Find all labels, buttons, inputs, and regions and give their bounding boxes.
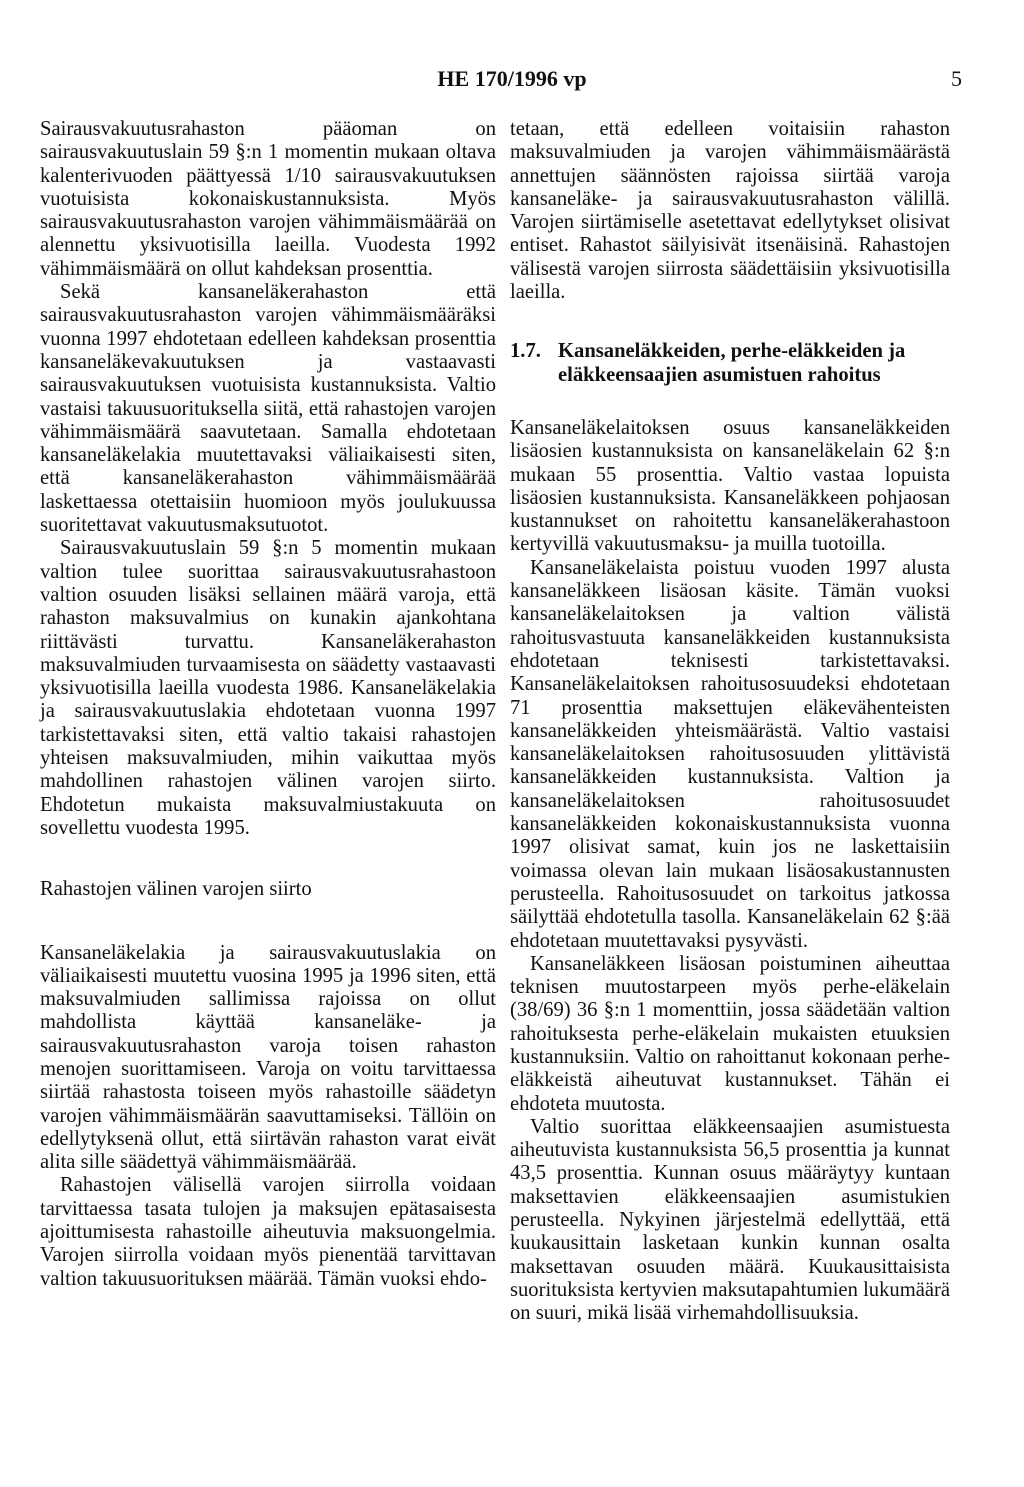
paragraph: Kansaneläkelaitoksen osuus kansaneläkkeiden lisäosien kustannuksista on kansaneläkelain 62 §:n mukaan 55 prosenttia. Valtio vastaa lopuista lisäosien kustannuksista. Kansaneläkkeen pohjaosan kustannukset on rahoitettu kansaneläkerahastoon kertyvillä vakuutusmaksu- ja muilla tuotoilla. — [510, 416, 950, 556]
paragraph: Rahastojen välisellä varojen siirrolla voidaan tarvittaessa tasata tulojen ja maksujen epätasaisesta ajoittumisesta rahastoille aiheutuvia maksuongelmia. Varojen siirrolla voidaan myös pienentää tarvittavan valtion takuusuorituksen määrää. Tämän vuoksi ehdo- — [40, 1174, 496, 1290]
section-number: 1.7. — [510, 340, 541, 363]
left-column — [40, 118, 496, 1291]
paragraph: Sairausvakuutuslain 59 §:n 5 momentin mukaan valtion tulee suorittaa sairausvakuutusrahastoon valtion osuuden lisäksi sellainen määrä varoja, että rahaston maksuvalmius on kunakin ajankohtana riittävästi turvattu. Kansaneläkerahaston maksuvalmiuden turvaamisesta on säädetty vastaavasti yksivuotisilla laeilla vuodesta 1986. Kansaneläkelakia ja sairausvakuutuslakia ehdotetaan vuonna 1997 tarkistettavaksi siten, että valtio takaisi rahastojen yhteisen maksuvalmiuden, mihin vaikuttaa myös mahdollinen rahastojen välinen varojen siirto. Ehdotetun mukaista maksuvalmiustakuuta on sovellettu vuodesta 1995. — [40, 537, 496, 839]
right-column — [510, 118, 950, 1326]
paragraph: Valtio suorittaa eläkkeensaajien asumistuesta aiheutuvista kustannuksista 56,5 prosenttia ja kunnat 43,5 prosenttia. Kunnan osuus määräytyy kuntaan maksettavien eläkkeensaajien asumistukien perusteella. Nykyinen järjestelmä edellyttää, että kuukausittain lasketaan kunkin kunnan osalta maksettavan osuuden määrä. Kuukausittaisista suorituksista kertyvien maksutapahtumien lukumäärä on suuri, mikä lisää virhemahdollisuuksia. — [510, 1115, 950, 1325]
section-heading — [510, 340, 950, 387]
page-number: 5 — [951, 66, 962, 91]
paragraph: Kansaneläkelakia ja sairausvakuutuslakia on väliaikaisesti muutettu vuosina 1995 ja 1996 siten, että maksuvalmiuden sallimissa rajoissa on ollut mahdollista käyttää kansaneläke- ja sairausvakuutusrahaston varoja toisen rahaston menojen suorittamiseen. Varoja on voitu tarvittaessa siirtää rahastosta toiseen myös rahastoille säädetyn varojen vähimmäismäärän saavuttamiseksi. Tällöin on edellytyksenä ollut, että siirtävän rahaston varat eivät alita sille säädettyä vähimmäismäärää. — [40, 941, 496, 1174]
section-title: Kansaneläkkeiden, perhe-eläkkeiden ja eläkkeensaajien asumistuen rahoitus — [558, 340, 906, 386]
paragraph: Sekä kansaneläkerahaston että sairausvakuutusrahaston varojen vähimmäismääräksi vuonna 1997 ehdotetaan edelleen kahdeksan prosenttia kansaneläkevakuutuksen ja vastaavasti sairausvakuutuksen vuotuisista kustannuksista. Valtio vastaisi takuusuorituksella siitä, että rahastojen varojen vähimmäismäärä saavutetaan. Samalla ehdotetaan kansaneläkelakia muutettavaksi väliaikaisesti siten, että kansaneläkerahaston vähimmäismäärää laskettaessa otettaisiin huomioon myös joulukuussa suoritettavat vakuutusmaksutuotot. — [40, 281, 496, 537]
paragraph: Kansaneläkkeen lisäosan poistuminen aiheuttaa teknisen muutostarpeen myös perhe-eläkelain (38/69) 36 §:n 1 momenttiin, jossa säädetään valtion rahoituksesta perhe-eläkelain mukaisten etuuksien kustannuksiin. Valtio on rahoittanut kokonaan perhe-eläkkeistä aiheutuvat kustannukset. Tähän ei ehdoteta muutosta. — [510, 952, 950, 1115]
paragraph-continuation: tetaan, että edelleen voitaisiin rahaston maksuvalmiuden ja varojen vähimmäismäärästä annettujen säännösten rajoissa siirtää varoja kansaneläke- ja sairausvakuutusrahaston välillä. Varojen siirtämiselle asetettavat edellytykset olisivat entiset. Rahastot säilyisivät itsenäisinä. Rahastojen välisestä varojen siirrosta säädettäisiin yksivuotisilla laeilla. — [510, 118, 950, 304]
page-header-title: HE 170/1996 vp — [437, 66, 587, 91]
subheading: Rahastojen välinen varojen siirto — [40, 878, 312, 901]
paragraph: Kansaneläkelaista poistuu vuoden 1997 alusta kansaneläkkeen lisäosan käsite. Tämän vuoksi kansaneläkelaitoksen ja valtion välistä rahoitusvastuuta kansaneläkkeiden kustannuksista ehdotetaan teknisesti tarkistettavaksi. Kansaneläkelaitoksen rahoitusosuudeksi ehdotetaan 71 prosenttia maksettujen eläkevähenteisten kansaneläkkeiden yhteismäärästä. Valtio vastaisi kansaneläkelaitoksen rahoitusosuuden ylittävistä kansaneläkkeiden kustannuksista. Valtion ja kansaneläkelaitoksen rahoitusosuudet kansaneläkkeiden kokonaiskustannuksista vuonna 1997 olisivat samat, kuin jos ne laskettaisiin voimassa olevan lain mukaan lisäosakustannusten perusteella. Rahoitusosuudet on tarkoitus jatkossa säilyttää ehdotetulla tasolla. Kansaneläkelain 62 §:ää ehdotetaan muutettavaksi pysyvästi. — [510, 556, 950, 952]
paragraph: Sairausvakuutusrahaston pääoman on sairausvakuutuslain 59 §:n 1 momentin mukaan oltava kalenterivuoden päättyessä 1/10 sairausvakuutuksen vuotuisista kokonaiskustannuksista. Myös sairausvakuutusrahaston varojen vähimmäismäärää on alennettu yksivuotisilla laeilla. Vuodesta 1992 vähimmäismäärä on ollut kahdeksan prosenttia. — [40, 118, 496, 280]
